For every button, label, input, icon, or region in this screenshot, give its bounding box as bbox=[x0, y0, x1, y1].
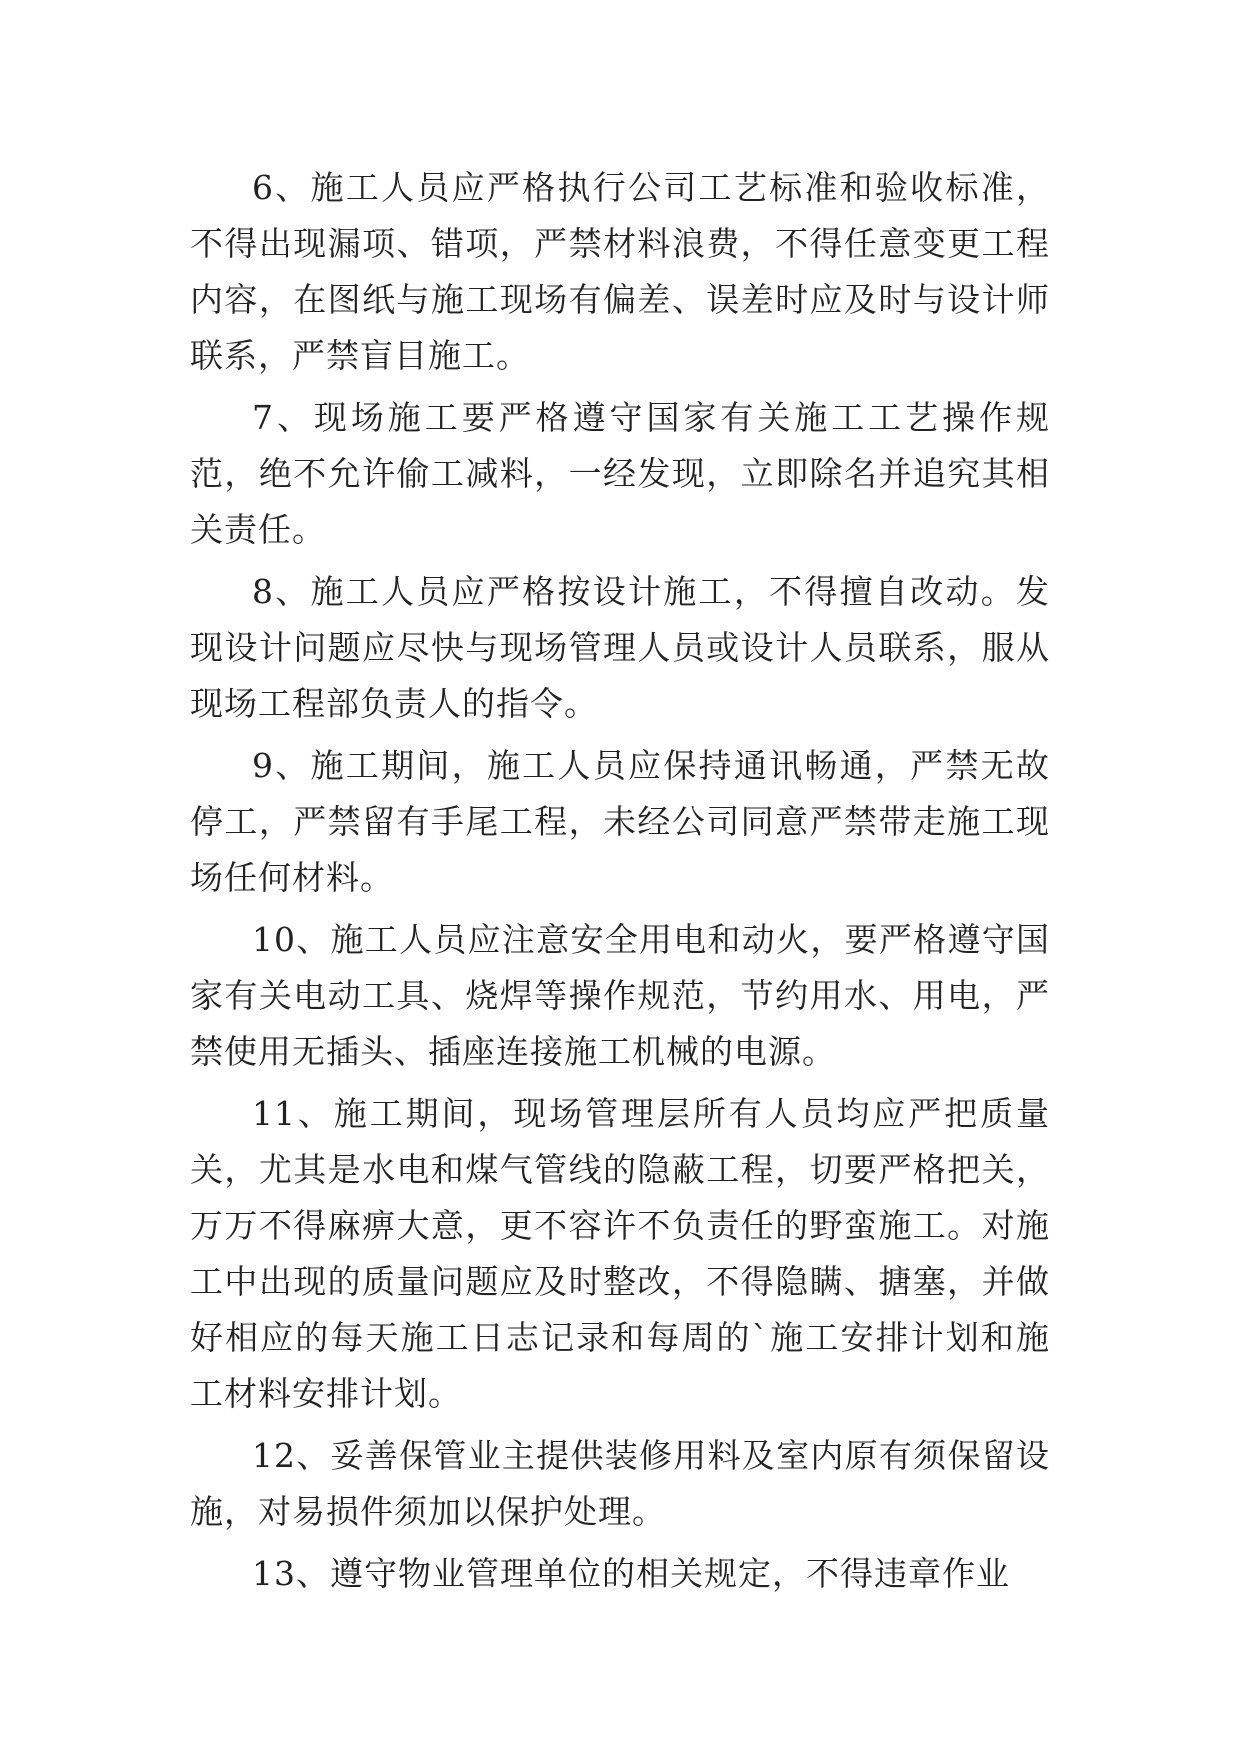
paragraph-8: 8、施工人员应严格按设计施工，不得擅自改动。发现设计问题应尽快与现场管理人员或设计人员联系，服从现场工程部负责人的指令。 bbox=[190, 572, 1050, 723]
paragraph-10: 10、施工人员应注意安全用电和动火，要严格遵守国家有关电动工具、烧焊等操作规范，节约用水、用电，严禁使用无插头、插座连接施工机械的电源。 bbox=[190, 920, 1050, 1071]
paragraph-9: 9、施工期间，施工人员应保持通讯畅通，严禁无故停工，严禁留有手尾工程，未经公司同意严禁带走施工现场任何材料。 bbox=[190, 746, 1050, 897]
document-body bbox=[190, 160, 1050, 1608]
paragraph-6: 6、施工人员应严格执行公司工艺标准和验收标准，不得出现漏项、错项，严禁材料浪费，不得任意变更工程内容，在图纸与施工现场有偏差、误差时应及时与设计师联系，严禁盲目施工。 bbox=[190, 168, 1050, 375]
paragraph-13: 13、遵守物业管理单位的相关规定，不得违章作业 bbox=[252, 1554, 1010, 1593]
paragraph-11: 11、施工期间，现场管理层所有人员均应严把质量关，尤其是水电和煤气管线的隐蔽工程，切要严格把关，万万不得麻痹大意，更不容许不负责任的野蛮施工。对施工中出现的质量问题应及时整改，不得隐瞒、搪塞，并做好相应的每天施工日志记录和每周的`施工安排计划和施工材料安排计划。 bbox=[190, 1094, 1050, 1413]
paragraph-7: 7、现场施工要严格遵守国家有关施工工艺操作规范，绝不允许偷工减料，一经发现，立即除名并追究其相关责任。 bbox=[190, 398, 1050, 549]
paragraph-12: 12、妥善保管业主提供装修用料及室内原有须保留设施，对易损件须加以保护处理。 bbox=[190, 1436, 1050, 1531]
